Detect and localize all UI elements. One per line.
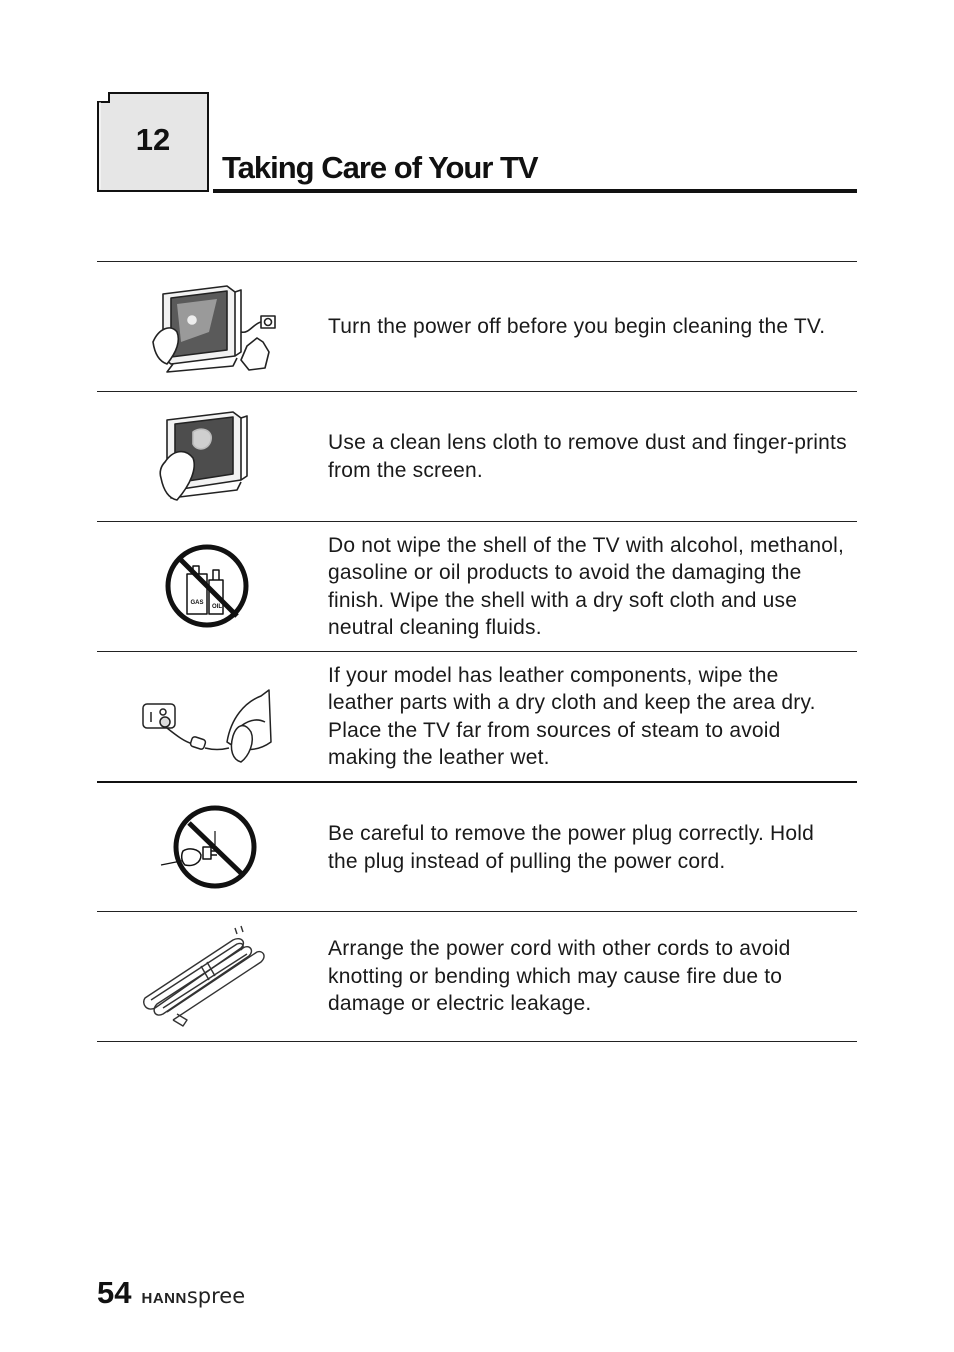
page-title: Taking Care of Your TV [222, 150, 538, 185]
care-row [97, 261, 857, 391]
row-text: Be careful to remove the power plug correctly. Hold the plug instead of pulling the power cord. [328, 822, 815, 873]
care-row [97, 651, 857, 781]
chapter-tab [97, 92, 209, 192]
page-number: 54 [97, 1275, 132, 1310]
oil-label: OIL [212, 604, 222, 610]
brand-logo [141, 1283, 245, 1309]
no-pull-cord-icon [137, 793, 287, 901]
row-text: Do not wipe the shell of the TV with alcohol, methanol, gasoline or oil products to avoid the damaging the finish. Wipe the shell with a dry soft cloth and use neutral cleaning fluids. [328, 533, 845, 639]
care-row [97, 521, 857, 651]
care-instructions-table [97, 261, 857, 1042]
tv-power-off-icon [137, 272, 287, 380]
row-text: Use a clean lens cloth to remove dust and finger-prints from the screen. [328, 431, 847, 482]
gas-label: GAS [190, 600, 204, 606]
row-text: Arrange the power cord with other cords to avoid knotting or bending which may cause fire due to damage or electric leakage. [328, 937, 791, 1016]
arranged-cords-icon [137, 922, 287, 1030]
care-row [97, 391, 857, 521]
row-text: Turn the power off before you begin cleaning the TV. [328, 314, 826, 338]
care-row [97, 911, 857, 1042]
leather-dry-cloth-icon [137, 662, 287, 770]
brand-hann: HANN [141, 1290, 187, 1307]
chapter-number: 12 [135, 122, 171, 157]
brand-spree: spree [186, 1284, 246, 1308]
row-text: If your model has leather components, wipe the leather parts with a dry cloth and keep the area dry. Place the TV far from sources of steam to avoid making the leather wet. [328, 663, 816, 769]
care-row [97, 781, 857, 911]
tv-screen-cloth-icon [137, 402, 287, 510]
page-footer [97, 1275, 245, 1311]
title-rule [213, 189, 857, 193]
no-chemicals-icon [137, 532, 287, 640]
